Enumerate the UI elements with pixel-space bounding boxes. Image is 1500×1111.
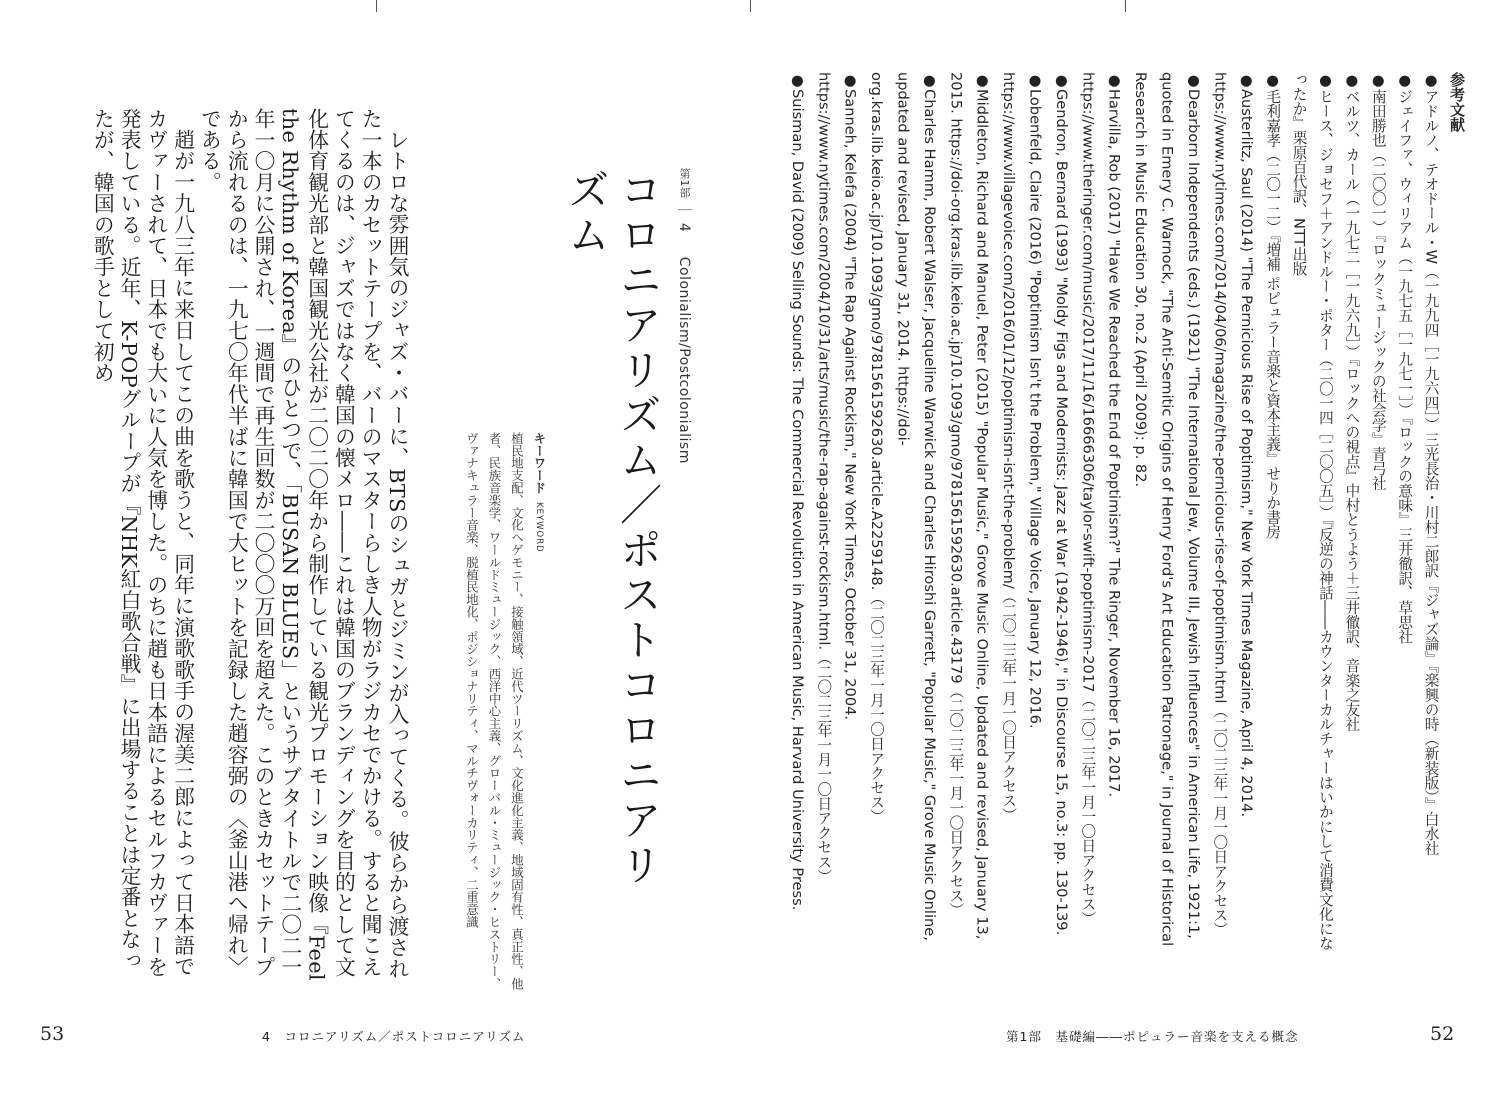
reference-text: 南田勝也（二〇〇一）『ロックミュージックの社会学』青弓社 [1369,89,1387,491]
chapter-title: コロニアリズム／ポストコロニアリズム [562,168,663,888]
keyword-label: キーワード [532,432,547,494]
running-head: 4 コロニアリズム／ポストコロニアリズム [262,1029,526,1044]
reference-text: Lobenfeld, Claire (2016) "Poptimism Isn't the Problem," Village Voice, January 12, 2016. https://www.villagevoice.com/2016/01/12/poptimism-isnt-the-problem/（二〇二三年一月一〇日アクセス） [1000,72,1044,823]
chapter-number: 4 [676,222,692,233]
reference-item [1048,72,1074,952]
bullet-icon: ● [1396,72,1414,89]
bullet-icon: ● [788,72,806,89]
bullet-icon: ● [920,72,938,89]
meta-separator: ｜ [676,203,692,218]
reference-text: Charles Hamm, Robert Walser, Jacqueline Warwick and Charles Hiroshi Garrett, "Popular Music," Grove Music Online, updated and revised, January 31, 2014. https://doi-org.kras.lib.keio.ac.jp/10.1093/gmo/9781561592630.article.A2259148.（二〇二三年一月一〇日アクセス） [868,72,938,941]
body-text [70,108,410,988]
reference-item [783,72,809,952]
bullet-icon: ● [841,72,859,89]
reference-item [1127,72,1206,952]
reference-text: Sanneh, Kelefa (2004) "The Rap Against Rockism," New York Times, October 31, 2004. https://www.nytimes.com/2004/10/31/arts/music/the-rap-against-rockism.html.（二〇二三年一月一〇日アクセス） [815,72,859,884]
chapter-english-title: Colonialism/Postcolonialism [676,256,692,464]
reference-item [863,72,942,952]
bullet-icon: ● [1105,72,1123,89]
body-paragraph: 趙が一九八三年に来日してこの曲を歌うと、同年に演歌歌手の渥美二郎によって日本語でカヴァーされて、日本でも大いに人気を博した。のちに趙も日本語によるセルフカヴァーを発表している。近年、K-POPグループが『NHK紅白歌合戦』に出場することは定番となったが、韓国の歌手として初め [90,108,195,978]
reference-item [1364,72,1390,952]
keyword-block [435,432,550,992]
part-label: 第1部 [678,168,691,199]
bullet-icon: ● [1316,72,1334,89]
bullet-icon: ● [1026,72,1044,89]
references-title: 参考文献 [1448,72,1466,132]
keyword-heading [528,432,551,992]
reference-item [1259,72,1285,952]
chapter-meta [674,168,694,908]
reference-item [1338,72,1364,952]
keyword-list: 植民地支配、文化ヘゲモニー、接触領域、近代ツーリズム、文化進化主義、地域固有性、真正性、他者、民族音楽学、ワールドミュージック、西洋中心主義、グローバル・ミュージック・ヒストリー、ヴァナキュラー音楽、脱植民地化、ポジショナリティ、マルチヴォーカリティ、二重意識 [464,432,525,990]
references [788,72,1470,952]
reference-text: Suisman, David (2009) Selling Sounds: The Commercial Revolution in American Music, Harvard University Press. [788,89,806,911]
reference-text: Middleton, Richard and Manuel, Peter (2015) "Popular Music," Grove Music Online, Updated and revised, January 13, 2015. https://doi-org.kras.lib.keio.ac.jp/10.1093/gmo/9781561592630.article.43179（二〇二三年一月一〇日アクセス） [947,72,991,940]
reference-text: Dearborn Independents (eds.) (1921) "The International Jew, Volume III, Jewish Influences" in American Life, 1921:1, quoted in Emery C. Warnock, "The Anti-Semitic Origins of Henry Ford's Art Education Patronage," in Journal of Historical Research in Music Education 30, no.2 (April 2009): p. 82. [1132,72,1202,947]
right-page [750,0,1500,1111]
page-number: 53 [40,1023,65,1045]
reference-text: Harvilla, Rob (2017) "Have We Reached the End of Poptimism?" The Ringer, November 16, 2017. https://www.theringer.com/music/2017/11/16/16666306/taylor-swift-poptimism-2017（二〇二三年一月一〇日アクセス） [1079,72,1123,926]
chapter-spacer [676,237,692,252]
reference-item [1206,72,1259,952]
bullet-icon: ● [1052,72,1070,89]
bullet-icon: ● [1369,72,1387,89]
bullet-icon: ● [1422,72,1440,89]
bullet-icon: ● [973,72,991,89]
reference-item [1391,72,1417,952]
reference-item [1285,72,1338,952]
reference-item [1074,72,1127,952]
reference-text: Austerlitz, Saul (2014) "The Pernicious Rise of Poptimism," New York Times Magazine, April 4, 2014. https://www.nytimes.com/2014/04/06/magazine/the-pernicious-rise-of-poptimism.html（二〇二三年一月一〇日アクセス） [1211,72,1255,937]
page-number: 52 [1430,1023,1455,1045]
reference-text: 毛利嘉孝（二〇一二）『増補 ポピュラー音楽と資本主義』せりか書房 [1264,89,1282,539]
chapter-header [560,168,694,908]
running-head: 第1部 基礎編――ポピュラー音楽を支える概念 [1006,1029,1299,1044]
reference-item [1417,72,1443,952]
reference-text: アドルノ、テオドール・W（一九九四［一九六四］）三光長治・川村二郎訳『ジャズ論』『楽興の時（新装版）』白水社 [1422,89,1440,856]
reference-text: Gendron, Bernard (1993) "Moldy Figs and Modernists: Jazz at War (1942-1946)," in Discourse 15, no.3: pp. 130-139. [1052,89,1070,936]
bullet-icon: ● [1184,72,1202,89]
keyword-label-en: KEYWORD [534,501,544,553]
reference-item [942,72,995,952]
reference-item [810,72,863,952]
reference-item [995,72,1048,952]
reference-text: ヒース、ジョセフ＋アンドルー・ポター（二〇一四［二〇〇五］）『反逆の神話――カウンターカルチャーはいかにして消費文化になったか』栗原百代訳、NTT出版 [1290,72,1334,951]
reference-text: ジェイファ、ウィリアム（一九七五［一九七一］）『ロックの意味』三井徹訳、草思社 [1396,89,1414,644]
bullet-icon: ● [1237,72,1255,89]
body-paragraph: レトロな雰囲気のジャズ・バーに、BTSのシュガとジミンが入ってくる。彼らから渡された一本のカセットテープを、バーのマスターらしき人物がラジカセでかける。すると聞こえてくるのは、ジャズではなく韓国の懐メロ――これは韓国のブランディングを目的として文化体育観光部と韓国観光公社が二〇二〇年から制作している観光プロモーション映像『Feel the Rhythm of Korea』のひとつで、「BUSAN BLUES」というサブタイトルで二〇二一年一〇月に公開され、一週間で再生回数が二〇〇〇万回を超えた。このときカセットテープから流れるのは、一九七〇年代半ばに韓国で大ヒットを記録した趙容弼の〈釜山港へ帰れ〉である。 [197,108,409,981]
bullet-icon: ● [1343,72,1361,89]
bullet-icon: ● [1264,72,1282,89]
reference-text: ベルツ、カール（一九七二［一九六九］）『ロックへの視点』中村とうよう＋三井徹訳、音楽之友社 [1343,89,1361,732]
